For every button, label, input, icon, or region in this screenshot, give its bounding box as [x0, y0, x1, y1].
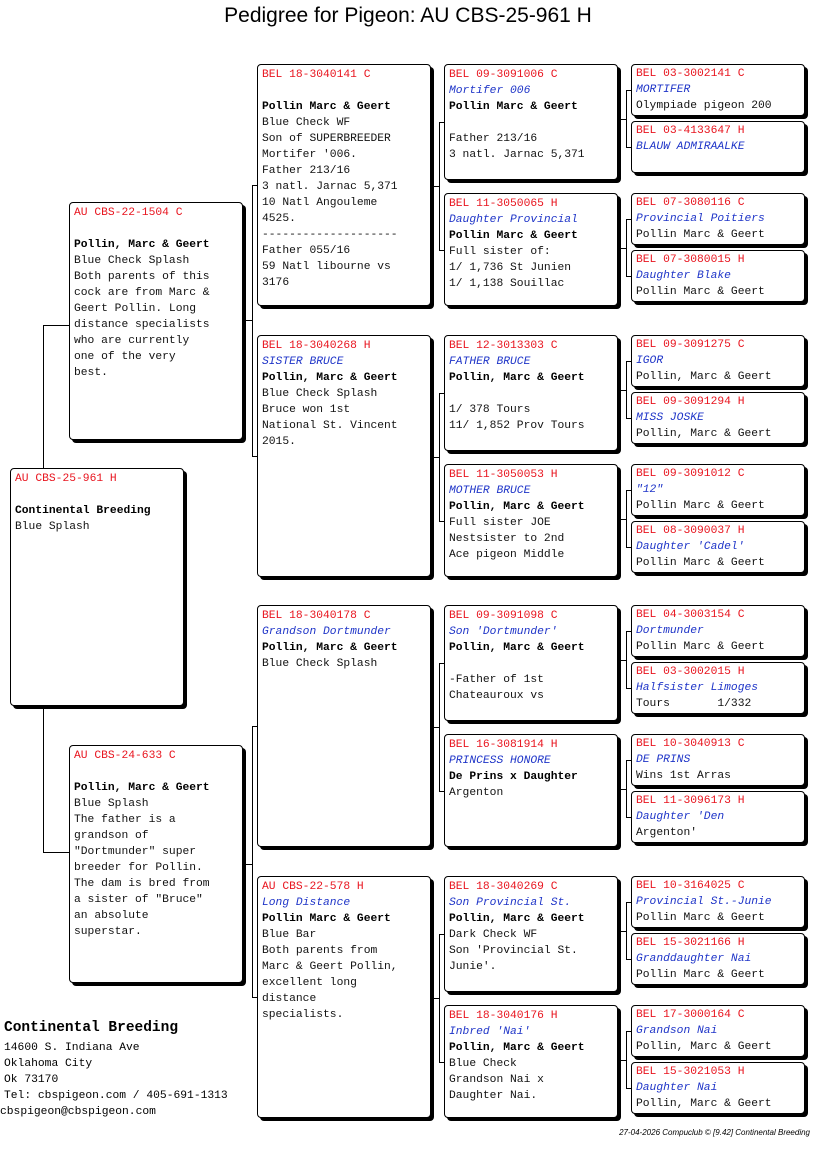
connector-line [434, 998, 439, 999]
owner-name: Pollin, Marc & Geert [449, 913, 585, 925]
owner-name: Pollin, Marc & Geert [449, 501, 585, 513]
connector-line [439, 663, 440, 791]
pigeon-card-ancestor[interactable] [631, 193, 805, 245]
pigeon-card-ancestor[interactable] [631, 392, 805, 444]
pigeon-name: Provincial St.-Junie [636, 896, 772, 908]
ring-number: BEL 03-3002015 H [636, 666, 745, 678]
pigeon-name: Daughter Blake [636, 270, 731, 282]
description-line: 4525. [262, 213, 296, 225]
description-line: Nestsister to 2nd [449, 533, 565, 545]
ring-number: BEL 09-3091006 C [449, 69, 558, 81]
connector-line [621, 390, 626, 391]
owner-name: Pollin Marc & Geert [262, 101, 391, 113]
breeder-info [0, 1018, 228, 1120]
pigeon-name: MORTIFER [636, 84, 691, 96]
description-line: Blue Splash [15, 521, 90, 533]
ring-number: BEL 07-3080015 H [636, 254, 745, 266]
connector-line [43, 325, 44, 468]
pigeon-card-great-grandparent[interactable] [444, 876, 618, 992]
description-line: one of the very [74, 351, 176, 363]
connector-line [621, 119, 626, 120]
description-line: Geert Pollin. Long [74, 303, 197, 315]
description-line: 3 natl. Jarnac 5,371 [449, 149, 585, 161]
description-line: Son of SUPERBREEDER [262, 133, 391, 145]
ring-number: BEL 09-3091275 C [636, 339, 745, 351]
pigeon-card-ancestor[interactable] [631, 1005, 805, 1057]
description-line: 1/ 378 Tours [449, 404, 531, 416]
owner-name: Pollin Marc & Geert [449, 101, 578, 113]
description-line: Pollin Marc & Geert [636, 557, 765, 569]
connector-line [43, 325, 69, 326]
pigeon-name: MISS JOSKE [636, 412, 704, 424]
description-line: Blue Check WF [262, 117, 351, 129]
owner-name: Pollin, Marc & Geert [74, 239, 210, 251]
ring-number: BEL 10-3040913 C [636, 738, 745, 750]
connector-line [621, 660, 626, 661]
description-line: Full sister JOE [449, 517, 551, 529]
description-line: Pollin, Marc & Geert [636, 428, 772, 440]
pigeon-card-subject[interactable] [10, 468, 184, 706]
ring-number: BEL 18-3040178 C [262, 610, 371, 622]
pigeon-name: Provincial Poitiers [636, 213, 765, 225]
pigeon-card-sire[interactable] [69, 202, 243, 440]
pigeon-card-great-grandparent[interactable] [444, 605, 618, 721]
description-line: Wins 1st Arras [636, 770, 731, 782]
ring-number: AU CBS-25-961 H [15, 473, 117, 485]
description-line: Father 213/16 [449, 133, 538, 145]
description-line: -Father of 1st [449, 674, 544, 686]
description-line: Pollin Marc & Geert [636, 641, 765, 653]
description-line: Pollin Marc & Geert [636, 229, 765, 241]
description-line: specialists. [262, 1009, 344, 1021]
description-line: 10 Natl Angouleme [262, 197, 378, 209]
spacer [15, 487, 179, 503]
description-line: Father 213/16 [262, 165, 351, 177]
ring-number: BEL 15-3021166 H [636, 937, 745, 949]
pigeon-card-ancestor[interactable] [631, 464, 805, 516]
connector-line [626, 760, 627, 817]
description-line: 1/ 1,736 St Junien [449, 262, 572, 274]
connector-line [621, 1060, 626, 1061]
ring-number: BEL 11-3096173 H [636, 795, 745, 807]
ring-number: BEL 18-3040269 C [449, 881, 558, 893]
pigeon-name: Halfsister Limoges [636, 682, 759, 694]
description-line: -------------------- [262, 229, 398, 241]
pigeon-card-great-grandparent[interactable] [444, 734, 618, 847]
owner-name: Pollin, Marc & Geert [449, 642, 585, 654]
description-line: Blue Check [449, 1058, 517, 1070]
pigeon-name: Daughter 'Den [636, 811, 725, 823]
description-line: 2015. [262, 436, 296, 448]
description-line: Blue Bar [262, 929, 317, 941]
pigeon-name: Grandson Dortmunder [262, 626, 391, 638]
description-line: Tours 1/332 [636, 698, 752, 710]
pigeon-card-great-grandparent[interactable] [444, 335, 618, 451]
pigeon-card-ancestor[interactable] [631, 250, 805, 302]
description-line: "Dortmunder" super [74, 846, 197, 858]
description-line: 11/ 1,852 Prov Tours [449, 420, 585, 432]
ring-number: BEL 16-3081914 H [449, 739, 558, 751]
connector-line [434, 186, 439, 187]
description-line [449, 656, 613, 672]
owner-name: Continental Breeding [15, 505, 151, 517]
pigeon-card-great-grandparent[interactable] [444, 64, 618, 180]
pigeon-name: Son Provincial St. [449, 897, 572, 909]
pigeon-card-ancestor[interactable] [631, 521, 805, 573]
ring-number: BEL 07-3080116 C [636, 197, 745, 209]
connector-line [243, 320, 252, 321]
pigeon-card-grandparent[interactable] [257, 605, 431, 847]
ring-number: BEL 10-3164025 C [636, 880, 745, 892]
pigeon-card-grandparent[interactable] [257, 876, 431, 1118]
owner-name: Pollin Marc & Geert [449, 230, 578, 242]
pigeon-name: Long Distance [262, 897, 351, 909]
connector-line [626, 219, 627, 276]
breeder-state-zip: Ok 73170 [4, 1074, 59, 1086]
ring-number: BEL 04-3003154 C [636, 609, 745, 621]
ring-number: BEL 11-3050065 H [449, 198, 558, 210]
description-line: breeder for Pollin. [74, 862, 203, 874]
pigeon-name: PRINCESS HONORE [449, 755, 551, 767]
breeder-email[interactable]: cbspigeon@cbspigeon.com [0, 1106, 156, 1118]
ring-number: BEL 09-3091294 H [636, 396, 745, 408]
pigeon-card-great-grandparent[interactable] [444, 1005, 618, 1118]
owner-name: Pollin, Marc & Geert [449, 1042, 585, 1054]
connector-line [252, 185, 253, 456]
connector-line [621, 519, 626, 520]
breeder-address: 14600 S. Indiana Ave [4, 1042, 140, 1054]
description-line: Daughter Nai. [449, 1090, 538, 1102]
pigeon-name: SISTER BRUCE [262, 356, 344, 368]
ring-number: AU CBS-24-633 C [74, 750, 176, 762]
description-line: 59 Natl libourne vs [262, 261, 391, 273]
ring-number: BEL 17-3000164 C [636, 1009, 745, 1021]
footer-note: 27-04-2026 Compuclub © [9.42] Continental Breeding [619, 1128, 810, 1137]
description-line: Junie'. [449, 961, 497, 973]
description-line: Bruce won 1st [262, 404, 351, 416]
pigeon-name: Son 'Dortmunder' [449, 626, 558, 638]
connector-line [434, 457, 439, 458]
connector-line [621, 931, 626, 932]
ring-number: BEL 12-3013303 C [449, 340, 558, 352]
connector-line [252, 726, 253, 997]
connector-line [439, 122, 440, 250]
description-line: Blue Check Splash [262, 658, 378, 670]
description-line: Full sister of: [449, 246, 551, 258]
pigeon-name: DE PRINS [636, 754, 691, 766]
connector-line [243, 864, 252, 865]
ring-number: BEL 11-3050053 H [449, 469, 558, 481]
ring-number: BEL 03-4133647 H [636, 125, 745, 137]
description-line: Pollin Marc & Geert [636, 500, 765, 512]
owner-name: Pollin Marc & Geert [262, 913, 391, 925]
connector-line [621, 789, 626, 790]
description-line: Both parents from [262, 945, 378, 957]
pigeon-card-great-grandparent[interactable] [444, 464, 618, 577]
description-line: 3 natl. Jarnac 5,371 [262, 181, 398, 193]
ring-number: BEL 09-3091098 C [449, 610, 558, 622]
description-line: excellent long [262, 977, 357, 989]
description-line: Pollin Marc & Geert [636, 969, 765, 981]
description-line [636, 155, 800, 171]
pigeon-name: Daughter Provincial [449, 214, 578, 226]
description-line: Pollin Marc & Geert [636, 286, 765, 298]
description-line: Argenton [449, 787, 504, 799]
description-line: best. [74, 367, 108, 379]
pigeon-card-grandparent[interactable] [257, 335, 431, 577]
description-line: Son 'Provincial St. [449, 945, 578, 957]
pigeon-card-ancestor[interactable] [631, 734, 805, 786]
description-line: Blue Splash [74, 798, 149, 810]
pigeon-card-ancestor[interactable] [631, 933, 805, 985]
connector-line [434, 727, 439, 728]
connector-line [43, 852, 69, 853]
pigeon-name: Daughter Nai [636, 1082, 718, 1094]
connector-line [439, 934, 440, 1062]
description-line: Olympiade pigeon 200 [636, 100, 772, 112]
description-line: Pollin Marc & Geert [636, 912, 765, 924]
pigeon-name: Dortmunder [636, 625, 704, 637]
pigeon-card-great-grandparent[interactable] [444, 193, 618, 306]
description-line: Mortifer '006. [262, 149, 357, 161]
breeder-name: Continental Breeding [4, 1020, 179, 1036]
connector-line [626, 490, 627, 547]
owner-name: Pollin, Marc & Geert [449, 372, 585, 384]
description-line: Grandson Nai x [449, 1074, 544, 1086]
owner-name: Pollin, Marc & Geert [262, 372, 398, 384]
description-line: Pollin, Marc & Geert [636, 371, 772, 383]
pigeon-card-dam[interactable] [69, 745, 243, 983]
spacer [74, 764, 238, 780]
description-line: National St. Vincent [262, 420, 398, 432]
description-line: Both parents of this [74, 271, 210, 283]
connector-line [626, 90, 627, 147]
description-line: who are currently [74, 335, 190, 347]
pigeon-name: IGOR [636, 355, 664, 367]
pigeon-name: Mortifer 006 [449, 85, 531, 97]
connector-line [626, 902, 627, 959]
description-line [449, 386, 613, 402]
spacer [74, 221, 238, 237]
description-line: a sister of "Bruce" [74, 894, 203, 906]
description-line: Dark Check WF [449, 929, 538, 941]
description-line: cock are from Marc & [74, 287, 210, 299]
description-line: an absolute [74, 910, 149, 922]
ring-number: BEL 09-3091012 C [636, 468, 745, 480]
description-line: Father 055/16 [262, 245, 351, 257]
description-line: Marc & Geert Pollin, [262, 961, 398, 973]
description-line: Pollin, Marc & Geert [636, 1041, 772, 1053]
breeder-phone[interactable]: Tel: cbspigeon.com / 405-691-1313 [4, 1090, 228, 1102]
connector-line [43, 706, 44, 852]
pigeon-card-ancestor[interactable] [631, 662, 805, 714]
pigeon-name: Grandson Nai [636, 1025, 718, 1037]
owner-name: De Prins x Daughter [449, 771, 578, 783]
description-line: superstar. [74, 926, 142, 938]
description-line: The dam is bred from [74, 878, 210, 890]
pigeon-card-ancestor[interactable] [631, 121, 805, 173]
pigeon-name: FATHER BRUCE [449, 356, 531, 368]
connector-line [439, 393, 440, 521]
pigeon-name: Granddaughter Nai [636, 953, 752, 965]
ring-number: AU CBS-22-1504 C [74, 207, 183, 219]
page-title: Pedigree for Pigeon: AU CBS-25-961 H [224, 4, 592, 27]
pigeon-name: MOTHER BRUCE [449, 485, 531, 497]
description-line: Blue Check Splash [74, 255, 190, 267]
ring-number: BEL 18-3040141 C [262, 69, 371, 81]
description-line: Blue Check Splash [262, 388, 378, 400]
pigeon-name: Daughter 'Cadel' [636, 541, 745, 553]
ring-number: BEL 08-3090037 H [636, 525, 745, 537]
owner-name: Pollin, Marc & Geert [262, 642, 398, 654]
pigeon-card-ancestor[interactable] [631, 335, 805, 387]
connector-line [621, 248, 626, 249]
pigeon-name: Inbred 'Nai' [449, 1026, 531, 1038]
spacer [262, 83, 426, 99]
description-line: Argenton' [636, 827, 698, 839]
description-line: distance [262, 993, 317, 1005]
description-line: 1/ 1,138 Souillac [449, 278, 565, 290]
pigeon-card-ancestor[interactable] [631, 876, 805, 928]
description-line: Pollin, Marc & Geert [636, 1098, 772, 1110]
owner-name: Pollin, Marc & Geert [74, 782, 210, 794]
pigeon-card-grandparent[interactable] [257, 64, 431, 306]
breeder-city: Oklahoma City [4, 1058, 93, 1070]
description-line: Ace pigeon Middle [449, 549, 565, 561]
pigeon-name: "12" [636, 484, 664, 496]
pigeon-name: BLAUW ADMIRAALKE [636, 141, 745, 153]
pigeon-card-ancestor[interactable] [631, 605, 805, 657]
ring-number: BEL 15-3021053 H [636, 1066, 745, 1078]
ring-number: BEL 03-3002141 C [636, 68, 745, 80]
connector-line [626, 631, 627, 688]
pigeon-card-ancestor[interactable] [631, 1062, 805, 1114]
description-line: 3176 [262, 277, 290, 289]
description-line: The father is a [74, 814, 176, 826]
connector-line [626, 361, 627, 418]
pigeon-card-ancestor[interactable] [631, 791, 805, 843]
description-line: Chateauroux vs [449, 690, 544, 702]
description-line [449, 115, 613, 131]
pigeon-card-ancestor[interactable] [631, 64, 805, 116]
ring-number: BEL 18-3040268 H [262, 340, 371, 352]
description-line: distance specialists [74, 319, 210, 331]
ring-number: BEL 18-3040176 H [449, 1010, 558, 1022]
description-line: grandson of [74, 830, 149, 842]
ring-number: AU CBS-22-578 H [262, 881, 364, 893]
connector-line [626, 1031, 627, 1088]
